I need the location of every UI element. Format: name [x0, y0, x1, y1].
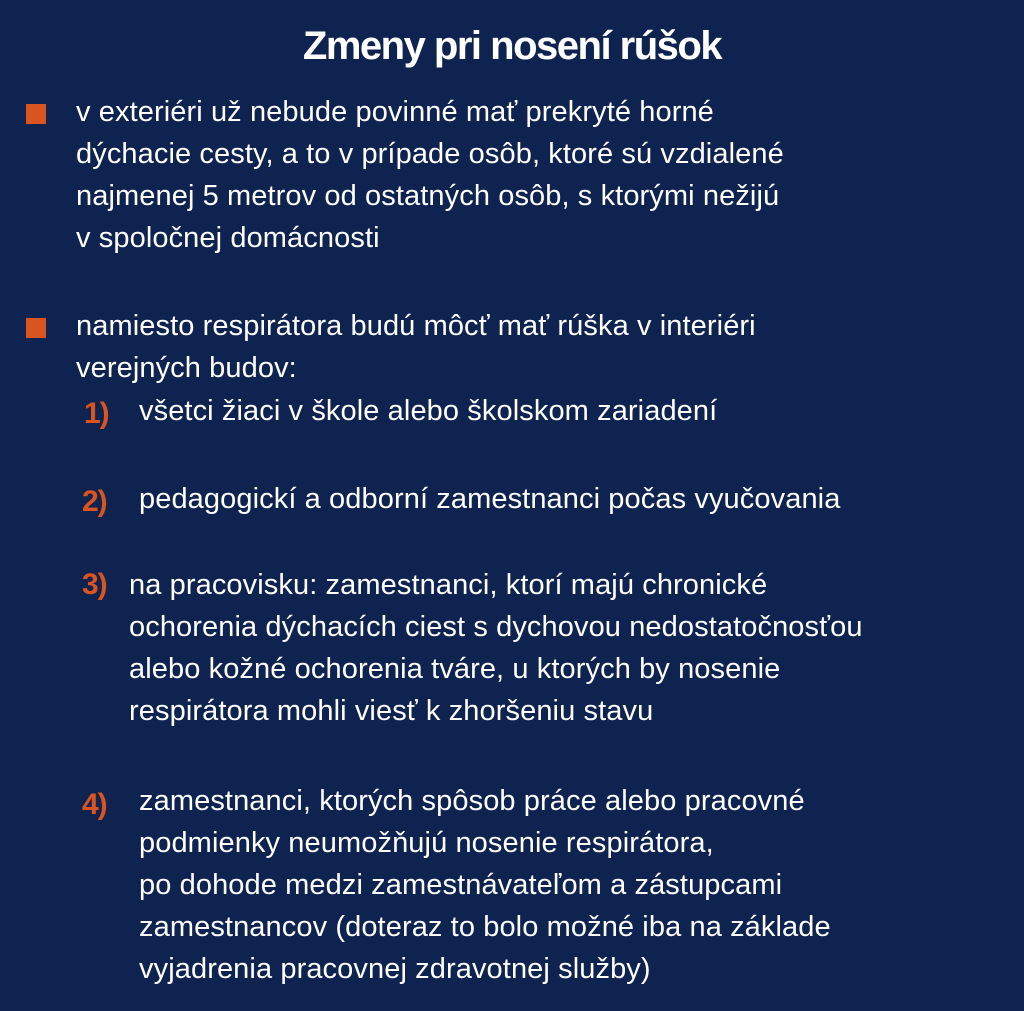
text-line: najmenej 5 metrov od ostatných osôb, s ktorými nežijú	[76, 180, 780, 212]
text-line: dýchacie cesty, a to v prípade osôb, ktoré sú vzdialené	[76, 138, 784, 170]
item-number: 2)	[82, 485, 107, 518]
text-line: verejných budov:	[76, 352, 297, 384]
item-text	[139, 780, 831, 990]
text-line: ochorenia dýchacích ciest s dychovou nedostatočnosťou	[129, 611, 863, 643]
bullet-text	[76, 91, 784, 259]
text-line: v spoločnej domácnosti	[76, 222, 380, 254]
square-bullet-icon	[26, 104, 46, 124]
item-number: 3)	[82, 568, 107, 601]
text-line: všetci žiaci v škole alebo školskom zariadení	[139, 395, 718, 427]
text-line: v exteriéri už nebude povinné mať prekryté horné	[76, 96, 714, 128]
text-line: podmienky neumožňujú nosenie respirátora,	[139, 827, 714, 859]
item-text	[139, 390, 717, 432]
text-line: zamestnancov (doteraz to bolo možné iba na základe	[139, 911, 831, 943]
text-line: zamestnanci, ktorých spôsob práce alebo pracovné	[139, 785, 805, 817]
item-number: 4)	[82, 788, 107, 821]
page-title: Zmeny pri nosení rúšok	[302, 24, 722, 68]
text-line: namiesto respirátora budú môcť mať rúška v interiéri	[76, 310, 756, 342]
item-number: 1)	[84, 397, 109, 430]
square-bullet-icon	[26, 318, 46, 338]
text-line: pedagogickí a odborní zamestnanci počas vyučovania	[139, 483, 841, 515]
text-line: po dohode medzi zamestnávateľom a zástupcami	[139, 869, 783, 901]
text-line: alebo kožné ochorenia tváre, u ktorých by nosenie	[129, 653, 781, 685]
text-line: vyjadrenia pracovnej zdravotnej služby)	[139, 953, 651, 985]
item-text	[139, 478, 840, 520]
item-text	[129, 564, 863, 732]
text-line: na pracovisku: zamestnanci, ktorí majú chronické	[129, 569, 768, 601]
bullet-text	[76, 305, 756, 389]
text-line: respirátora mohli viesť k zhoršeniu stavu	[129, 695, 654, 727]
